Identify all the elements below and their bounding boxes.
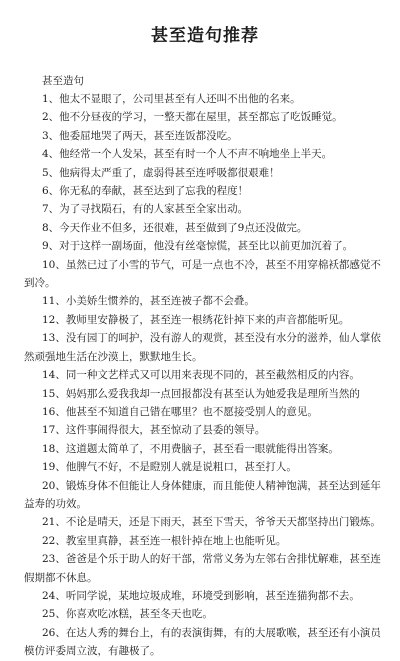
- sentence-item: 22、教室里真静，甚至连一根针掉在地上也能听见。: [42, 534, 287, 547]
- sentence-item: 12、教师里安静极了，甚至连一根绣花针掉下来的声音都能听见。: [42, 313, 350, 326]
- sentence-item: 13、没有园丁的呵护，没有游人的观赏，甚至没有水分的滋养，仙人掌依然顽强地生活在沙漠上，默默地生长。: [24, 332, 381, 363]
- sentence-item: 2、他不分昼夜的学习，一整天都在屋里，甚至都忘了吃饭睡觉。: [42, 111, 343, 124]
- sentence-item: 24、听同学说，某地垃圾成堆，环境受到影响，甚至连猫狗都不去。: [42, 589, 360, 602]
- sentence-item: 25、你喜欢吃冰糕，甚至冬天也吃。: [42, 608, 213, 621]
- sentence-item: 23、爸爸是个乐于助人的好干部，常常义务为左邻右舍排忧解难，甚至连假期都不休息。: [24, 553, 381, 584]
- sentence-item: 8、今天作业不但多，还很难，甚至做到了9点还没做完。: [42, 221, 308, 234]
- sentence-item: 16、他甚至不知道自己错在哪里？也不愿接受别人的意见。: [42, 405, 318, 418]
- sentence-item: 5、他病得太严重了，虚弱得甚至连呼吸都很艰难！: [42, 166, 280, 179]
- section-heading: 甚至造句: [42, 75, 84, 87]
- sentence-item: 20、锻炼身体不但能让人身体健康，而且能使人精神饱满，甚至达到延年益寿的功效。: [24, 479, 381, 510]
- page-title: 甚至造句推荐: [151, 26, 259, 46]
- sentence-item: 4、他经常一个人发呆，甚至有时一个人不声不响地坐上半天。: [42, 148, 333, 161]
- sentence-item: 18、这道题太简单了，不用费脑子，甚至看一眼就能得出答案。: [42, 442, 339, 455]
- sentence-item: 21、不论是晴天，还是下雨天，甚至下雪天，爷爷天天都坚持出门锻炼。: [42, 516, 381, 529]
- sentence-item: 1、他太不显眼了，公司里甚至有人还叫不出他的名来。: [42, 93, 301, 105]
- sentence-item: 10、虽然已过了小雪的节气，可是一点也不冷，甚至不用穿棉袄都感觉不到冷。: [24, 258, 381, 290]
- sentence-item: 3、他委屈地哭了两天，甚至连饭都没吃。: [42, 129, 238, 142]
- sentence-item: 14、同一种文艺样式又可以用来表现不同的，甚至截然相反的内容。: [42, 369, 360, 382]
- sentence-item: 17、这件事闹得很大，甚至惊动了县委的领导。: [42, 424, 266, 437]
- sentence-item: 19、他脾气不好，不是瞪别人就是说粗口，甚至打人。: [42, 461, 297, 474]
- sentence-item: 11、小美娇生惯养的，甚至连被子都不会叠。: [42, 295, 255, 308]
- sentence-item: 15、妈妈那么爱我我却一点回报都没有甚至认为她爱我是理所当然的: [42, 387, 360, 400]
- sentence-item: 7、为了寻找陨石，有的人家甚至全家出动。: [42, 203, 249, 216]
- sentence-item: 26、在达人秀的舞台上，有的表演街舞，有的大展歌喉，甚至还有小演员模仿评委周立波，有趣极了。: [24, 626, 381, 658]
- sentence-item: 9、对于这样一副场面，他没有丝毫惊慌，甚至比以前更加沉着了。: [42, 240, 354, 253]
- sentence-list: [24, 90, 386, 661]
- sentence-item: 6、你无私的奉献，甚至达到了忘我的程度！: [42, 185, 249, 198]
